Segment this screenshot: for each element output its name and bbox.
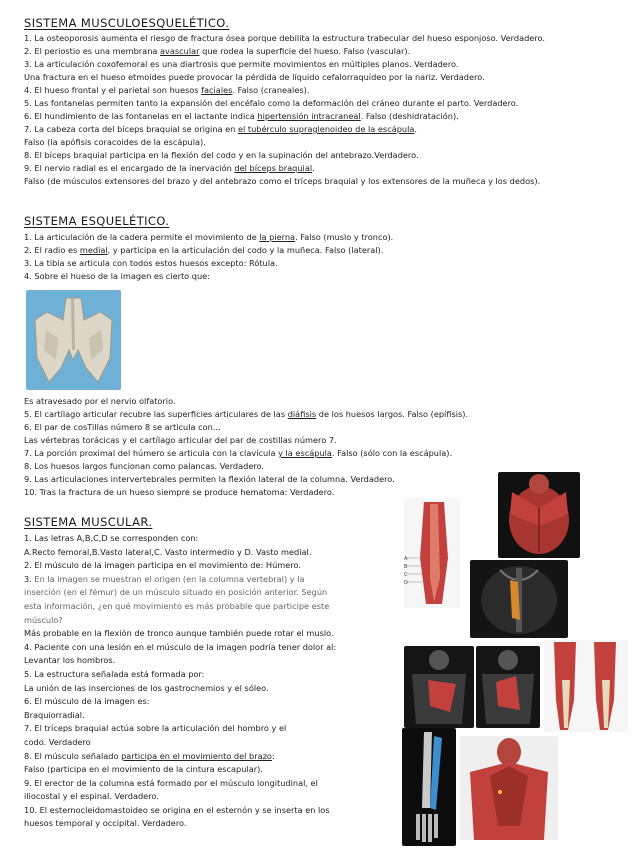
- item-text: La estructura señalada está formada por:: [34, 668, 205, 679]
- diagram-label-c: C: [404, 572, 408, 578]
- item-number: 4.: [24, 641, 35, 652]
- list-item: [24, 722, 336, 736]
- list-item: [24, 682, 336, 696]
- item-text: esta información, ¿en qué movimiento es más probable que participe este: [24, 600, 330, 611]
- section-title-muscular: SISTEMA MUSCULAR.: [24, 515, 153, 529]
- item-text: Falso (participa en el movimiento de la cintura escapular).: [24, 764, 263, 775]
- list-item: [24, 58, 545, 71]
- item-number: 1.: [24, 33, 35, 43]
- list-item: [24, 573, 336, 587]
- calf-muscle-image: [544, 640, 628, 732]
- item-text: huesos temporal y occipital. Verdadero.: [24, 818, 187, 829]
- item-text: La unión de las inserciones de los gastrocnemios y el sóleo.: [24, 682, 269, 693]
- item-number: 6.: [24, 111, 35, 121]
- list-item: [24, 45, 545, 58]
- item-text: Los huesos largos funcionan como palancas. Verdadero.: [34, 461, 265, 471]
- item-text: .: [312, 163, 315, 173]
- item-number: 2.: [24, 245, 35, 255]
- item-number: 9.: [24, 474, 35, 484]
- item-underlined-text: el tubérculo supraglenoideo de la escápula: [237, 124, 415, 134]
- item-text: codo. Verdadero: [24, 736, 91, 747]
- list-item: [24, 257, 393, 270]
- list-item: [24, 421, 468, 434]
- chest-muscle-image: [498, 472, 580, 558]
- item-text: Las articulaciones intervertebrales permiten la flexión lateral de la columna. Verdadero.: [34, 474, 395, 484]
- back-muscle-xray-image: [470, 560, 568, 638]
- muscular-list: [24, 532, 336, 831]
- item-underlined-text: y la escápula: [278, 448, 332, 458]
- list-item: [24, 447, 468, 460]
- list-item: [24, 395, 468, 408]
- item-underlined-text: del bíceps braquial: [234, 163, 313, 173]
- item-text: Falso (de músculos extensores del brazo y del antebrazo como el tríceps braquial y los extensores de la muñeca y los dedos).: [24, 176, 541, 186]
- item-text: :: [271, 750, 275, 761]
- esqueletico-list: [24, 231, 393, 283]
- list-item: [24, 149, 545, 162]
- list-item: [24, 434, 468, 447]
- item-underlined-text: la pierna: [259, 232, 296, 242]
- list-item: [24, 408, 468, 421]
- list-item: [24, 473, 468, 486]
- item-number: 9.: [24, 163, 35, 173]
- list-item: [24, 804, 336, 818]
- item-text: El radio es: [34, 245, 80, 255]
- item-text: de los huesos largos. Falso (epífisis).: [316, 409, 469, 419]
- list-item: [24, 586, 336, 600]
- item-text: músculo?: [24, 614, 63, 625]
- item-text: que rodea la superficie del hueso. Falso (vascular).: [199, 46, 411, 56]
- list-item: [24, 32, 545, 45]
- item-underlined-text: diáfisis: [287, 409, 317, 419]
- item-text: , y participa en la articulación del codo y la muñeca. Falso (lateral).: [107, 245, 384, 255]
- list-item: [24, 614, 336, 628]
- item-text: Tras la fractura de un hueso siempre se produce hematoma: Verdadero.: [39, 487, 335, 497]
- list-item: [24, 817, 336, 831]
- list-item: [24, 486, 468, 499]
- item-number: 3.: [24, 258, 35, 268]
- list-item: [24, 709, 336, 723]
- item-text: El par de cosTillas número 8 se articula con...: [34, 422, 221, 432]
- item-number: 5.: [24, 98, 35, 108]
- item-text: . Falso (craneales).: [232, 85, 310, 95]
- list-item: [24, 136, 545, 149]
- item-text: La articulación de la cadera permite el movimiento de: [34, 232, 260, 242]
- item-text: La articulación coxofemoral es una diartrosis que permite movimientos en múltiples planos. Verdadero.: [34, 59, 459, 69]
- item-text: . Falso (deshidratación).: [360, 111, 459, 121]
- item-text: Una fractura en el hueso etmoides puede provocar la pérdida de líquido cefalorraquídeo por la nariz. Verdadero.: [24, 72, 485, 82]
- musculoesqueletico-list: [24, 32, 545, 188]
- item-text: . Falso (muslo y tronco).: [295, 232, 394, 242]
- list-item: [24, 71, 545, 84]
- list-item: [24, 123, 545, 136]
- item-text: El periostio es una membrana: [34, 46, 161, 56]
- item-number: 1.: [24, 533, 35, 543]
- list-item: [24, 600, 336, 614]
- item-text: Las vértebras torácicas y el cartílago articular del par de costillas número 7.: [24, 435, 337, 445]
- list-item: [24, 763, 336, 777]
- item-text: La porción proximal del húmero se articula con la clavícula: [34, 448, 279, 458]
- list-item: [24, 97, 545, 110]
- item-number: 8.: [24, 750, 35, 761]
- item-text: Braquiorradial.: [24, 709, 85, 720]
- item-text: iliocostal y el espinal. Verdadero.: [24, 791, 159, 802]
- leg-muscle-diagram: [404, 498, 460, 608]
- diagram-label-b: B: [404, 564, 408, 570]
- shoulder-muscle-image-left: [404, 646, 474, 728]
- item-number: 5.: [24, 668, 35, 679]
- item-text: .: [414, 124, 418, 134]
- item-text: A.Recto femoral,B.Vasto lateral,C. Vasto intermedio y D. Vasto medial.: [24, 546, 312, 557]
- list-item: [24, 641, 336, 655]
- neck-back-muscle-image: [460, 736, 558, 840]
- list-item: [24, 790, 336, 804]
- list-item: [24, 162, 545, 175]
- esqueletico-list-continued: [24, 395, 468, 499]
- item-underlined-text: faciales: [201, 85, 233, 95]
- item-underlined-text: hipertensión intracraneal: [257, 111, 361, 121]
- shoulder-muscle-image-right: [476, 646, 540, 728]
- list-item: [24, 777, 336, 791]
- section-title-musculoesqueletico: SISTEMA MUSCULOESQUELÉTICO.: [24, 16, 230, 30]
- item-text: El hundimiento de las fontanelas en el lactante indica: [34, 111, 258, 121]
- item-underlined-text: avascular: [160, 46, 200, 56]
- item-text: inserción (en el fémur) de un músculo situado en posición anterior. Según: [24, 587, 328, 598]
- item-number: 6.: [24, 696, 35, 707]
- item-text: Las letras A,B,C,D se corresponden con:: [34, 533, 199, 543]
- forearm-xray-image: [402, 728, 456, 846]
- list-item: [24, 244, 393, 257]
- list-item: [24, 270, 393, 283]
- item-text: Es atravesado por el nervio olfatorio.: [24, 396, 176, 406]
- item-text: El tríceps braquial actúa sobre la articulación del hombro y el: [34, 723, 287, 734]
- item-text: El erector de la columna está formado por el músculo longitudinal, el: [34, 777, 318, 788]
- section-title-esqueletico: SISTEMA ESQUELÉTICO.: [24, 214, 170, 228]
- item-text: El hueso frontal y el parietal son huesos: [34, 85, 202, 95]
- item-text: El nervio radial es el encargado de la inervación: [34, 163, 235, 173]
- item-number: 9.: [24, 777, 35, 788]
- item-text: El bíceps braquial participa en la flexión del codo y en la supinación del antebrazo.Verdadero.: [34, 150, 419, 160]
- item-text: La tibia se articula con todos estos huesos excepto: Rótula.: [34, 258, 278, 268]
- item-number: 10.: [24, 487, 40, 497]
- item-text: El músculo de la imagen participa en el movimiento de: Húmero.: [34, 560, 301, 571]
- item-number: 7.: [24, 448, 35, 458]
- item-text: La cabeza corta del bíceps braquial se origina en: [34, 124, 238, 134]
- item-number: 7.: [24, 723, 35, 734]
- item-text: Las fontanelas permiten tanto la expansión del encéfalo como la deformación del cráneo durante el parto. Verdadero.: [34, 98, 519, 108]
- item-text: Levantar los hombros.: [24, 655, 116, 666]
- item-text: Más probable en la flexión de tronco aunque también puede rotar el muslo.: [24, 628, 334, 639]
- ethmoid-bone-image: [26, 290, 121, 390]
- item-number: 10.: [24, 804, 40, 815]
- item-text: . Falso (sólo con la escápula).: [331, 448, 453, 458]
- list-item: [24, 546, 336, 560]
- item-number: 4.: [24, 85, 35, 95]
- item-underlined-text: participa en el movimiento del brazo: [121, 750, 272, 761]
- list-item: [24, 668, 336, 682]
- list-item: [24, 627, 336, 641]
- list-item: [24, 750, 336, 764]
- item-number: 2.: [24, 560, 35, 571]
- list-item: [24, 654, 336, 668]
- item-number: 7.: [24, 124, 35, 134]
- item-number: 2.: [24, 46, 35, 56]
- item-text: En la imagen se muestran el origen (en la columna vertebral) y la: [34, 573, 305, 584]
- item-number: 5.: [24, 409, 35, 419]
- list-item: [24, 175, 545, 188]
- item-number: 3.: [24, 573, 35, 584]
- item-number: 3.: [24, 59, 35, 69]
- item-underlined-text: medial: [79, 245, 108, 255]
- diagram-label-d: D: [404, 580, 408, 586]
- item-text: Falso (la apófisis coracoides de la escápula).: [24, 137, 206, 147]
- item-text: El músculo de la imagen es:: [34, 696, 150, 707]
- list-item: [24, 460, 468, 473]
- item-text: La osteoporosis aumenta el riesgo de fractura ósea porque debilita la estructura trabecular del hueso esponjoso. Verdadero.: [34, 33, 545, 43]
- item-text: Sobre el hueso de la imagen es cierto que:: [34, 271, 210, 281]
- item-text: El esternocleidomastoideo se origina en el esternón y se inserta en los: [39, 804, 330, 815]
- list-item: [24, 110, 545, 123]
- item-number: 1.: [24, 232, 35, 242]
- item-number: 4.: [24, 271, 35, 281]
- diagram-label-a: A: [404, 556, 408, 562]
- list-item: [24, 736, 336, 750]
- item-text: El cartílago articular recubre las superficies articulares de las: [34, 409, 288, 419]
- list-item: [24, 559, 336, 573]
- item-number: 8.: [24, 150, 35, 160]
- list-item: [24, 84, 545, 97]
- item-text: El músculo señalado: [34, 750, 122, 761]
- list-item: [24, 231, 393, 244]
- item-number: 8.: [24, 461, 35, 471]
- item-number: 6.: [24, 422, 35, 432]
- list-item: [24, 695, 336, 709]
- list-item: [24, 532, 336, 546]
- item-text: Paciente con una lesión en el músculo de la imagen podría tener dolor al:: [34, 641, 337, 652]
